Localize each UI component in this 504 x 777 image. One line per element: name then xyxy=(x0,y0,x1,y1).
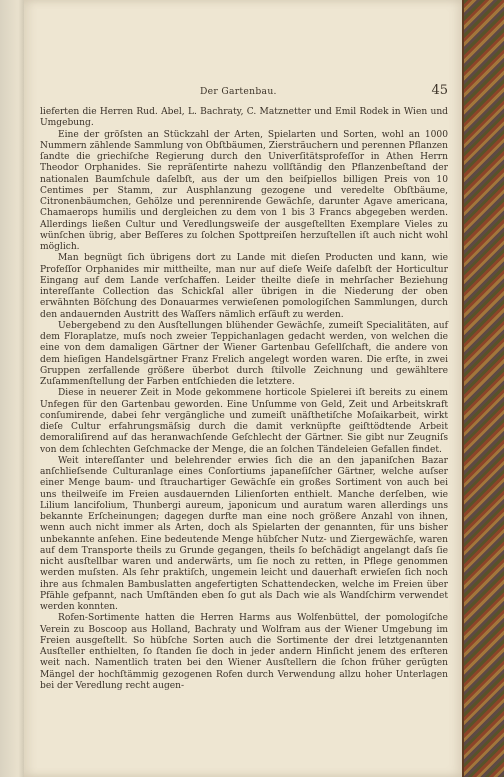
paragraph: Diese in neuerer Zeit in Mode gekommene horticole Spielerei iſt bereits zu einem Unfegen für den Gartenbau geworden. Eine Unſumme von Geld, Zeit und Arbeitskraft conſumirende, dabei ſehr vergängliche und zumeiſt unäſthetiſche Moſaikarbeit, wirkt dieſe Cultur erfahrungsmäſsig durch die damit verknüpfte geiſttödtende Arbeit demoraliſirend auf das heranwachſende Geſchlecht der Gärtner. Sie gibt nur Zeugniſs von dem ſchlechten Geſchmacke der Menge, die an ſolchen Tändeleien Gefallen findet. xyxy=(40,388,448,455)
page-number: 45 xyxy=(431,83,448,98)
running-title: Der Gartenbau. xyxy=(200,86,277,97)
paragraph: Uebergebend zu den Ausſtellungen blühender Gewächſe, zumeiſt Specialitäten, auf dem Floraplatze, muſs noch zweier Teppichanlagen gedacht werden, von welchen die eine von dem damaligen Gärtner der Wiener Gartenbau Geſellſchaft, die andere von dem hieſigen Handelsgärtner Franz Frelich angelegt worden waren. Die erſte, in zwei Gruppen zerfallende größere überbot durch ſtilvolle Zeichnung und gewähltere Zuſammenſtellung der Farben entſchieden die letztere. xyxy=(40,320,448,387)
left-page-edge xyxy=(0,0,26,777)
paragraph: Weit intereſſanter und belehrender erwies ſich die an den japaniſchen Bazar anſchlieſsende Culturanlage eines Conſortiums japaneſiſcher Gärtner, welche auſser einer Menge baum- und ſtrauchartiger Gewächſe ein großes Sortiment von auch bei uns theilweiſe im Freien ausdauernden Lilienſorten enthielt. Manche derſelben, wie Lilium lancifolium, Thunbergi aureum, japonicum und auratum waren allerdings uns bekannte Erſcheinungen; dagegen durfte man eine noch größere Anzahl von ihnen, wenn auch nicht immer als Arten, doch als Spielarten der genannten, für uns bisher unbekannte anſehen. Eine bedeutende Menge hübſcher Nutz- und Ziergewächſe, waren auf dem Transporte theils zu Grunde gegangen, theils ſo beſchädigt angelangt daſs ſie nicht ausſtellbar waren und anderwärts, um ſie noch zu retten, in Pflege genommen werden muſsten. Als ſehr praktiſch, ungemein leicht und dauerhaft erwieſen ſich noch ihre aus ſchmalen Bambuslatten angefertigten Schattendecken, welche im Freien über Pfähle gefpannt, nach Umſtänden eben ſo gut als Dach wie als Wandſchirm verwendet werden konnten. xyxy=(40,455,448,612)
paragraph: lieferten die Herren Rud. Abel, L. Bachraty, C. Matznetter und Emil Rodek in Wien und Umgebung. xyxy=(40,107,448,129)
paragraph: Rofen-Sortimente hatten die Herren Harms aus Wolfenbüttel, der pomologiſche Verein zu Boscoop aus Holland, Bachraty und Wolfram aus der Wiener Umgebung im Freien ausgeſtellt. So hübſche Sorten auch die Sortimente der drei letztgenannten Ausſteller enthielten, ſo ſtanden ſie doch in jeder andern Hinſicht jenem des erſteren weit nach. Namentlich traten bei den Wiener Ausſtellern die ſchon früher gerügten Mängel der hochſtämmig gezogenen Rofen durch Verwendung allzu hoher Unterlagen bei der Veredlung recht augen- xyxy=(40,613,448,691)
page-header xyxy=(40,84,448,102)
body-text xyxy=(40,107,448,692)
paragraph: Man begnügt ſich übrigens dort zu Lande mit dieſen Producten und kann, wie Profeſſor Orphanides mir mittheilte, man nur auf dieſe Weiſe daſelbſt der Horticultur Eingang auf dem Lande verſchaffen. Leider theilte dieſe in mehrſacher Beziehung intereſſante Collection das Schickſal aller übrigen in die Niederung der oben erwähnten Böſchung des Donauarmes verwieſenen pomologiſchen Sammlungen, durch den andauernden Austritt des Waſſers nämlich erſäuft zu werden. xyxy=(40,253,448,320)
marbled-book-edge xyxy=(464,0,504,777)
paragraph: Eine der gröſsten an Stückzahl der Arten, Spielarten und Sorten, wohl an 1000 Nummern zählende Sammlung von Obſtbäumen, Ziersträuchern und perennen Pflanzen ſandte die griechiſche Regierung durch den Univerſitätsprofeſſor in Athen Herrn Theodor Orphanides. Sie repräſentirte nahezu vollſtändig den Pflanzenbeſtand der nationalen Baumſchule daſelbſt, aus der um den beiſpiellos billigen Preis von 10 Centimes per Stamm, zur Ausphlanzung gezogene und veredelte Obſtbäume, Citronenbäumchen, Gehölze und perennirende Gewächſe, darunter Agave americana, Chamaerops humilis und dergleichen zu dem von 1 bis 3 Francs abgegeben werden. Allerdings ließen Cultur und Veredlungsweiſe der ausgeſtellten Exemplare Vieles zu wünſchen übrig, aber Beſſeres zu ſolchen Spottpreiſen herzuſtellen iſt auch nicht wohl möglich. xyxy=(40,129,448,252)
